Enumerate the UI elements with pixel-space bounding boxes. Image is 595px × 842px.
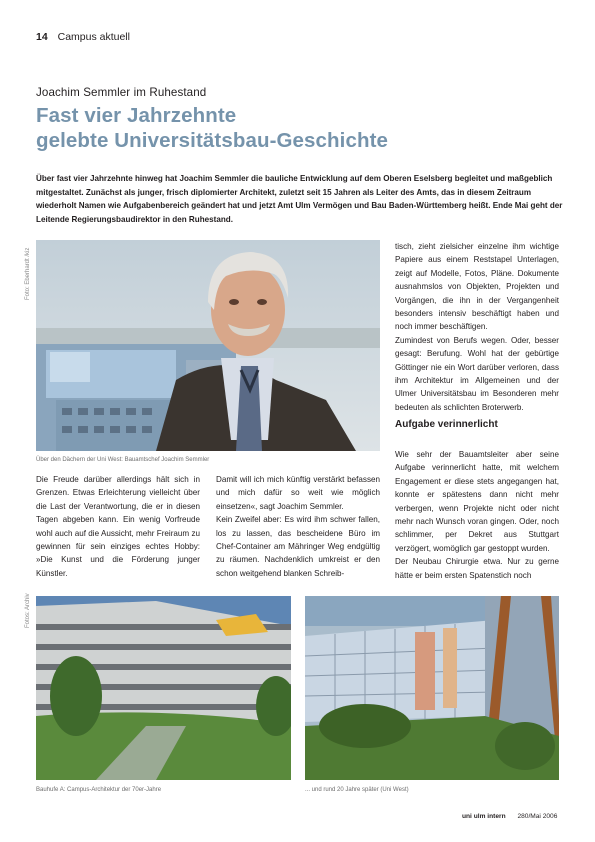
issue-number: 280/Mai 2006: [517, 813, 558, 820]
page-header: [36, 31, 130, 43]
paragraph: tisch, zieht zielsicher einzelne ihm wichtige Papiere aus einem Reststapel Unterlagen, zeigt auf Modelle, Fotos, Pläne. Dokumente ausnahmslos von Objekten, Projekten und Vorgängen, die ihn in der Vergangenheit besonders intensiv beschäftigt haben und noch immer beschäftigen.: [395, 242, 559, 332]
paragraph: Die Freude darüber allerdings hält sich in Grenzen. Etwas Erleichterung vielleicht über die Last der Verantwortung, die er in diesen Tagen abgeben kann. Ein wenig Vorfreude wohl auch auf die Aussicht, mehr Freiraum zu gewinnen für sein einziges echtes Hobby: »Die Kunst und die Förderung junger Künstler.: [36, 475, 200, 578]
campus-70s-photo: [36, 596, 291, 780]
article-headline: [36, 103, 556, 153]
portrait-illustration: [36, 240, 380, 451]
text-column-1: [36, 473, 200, 580]
uni-west-photo: [305, 596, 559, 780]
uni-west-illustration: [305, 596, 559, 780]
section-subheading: Aufgabe verinnerlicht: [395, 419, 498, 430]
uni-west-caption: ... und rund 20 Jahre später (Uni West): [305, 787, 409, 793]
text-column-3: [395, 240, 559, 414]
page-number: 14: [36, 31, 48, 43]
text-column-2: [216, 473, 380, 580]
paragraph: Kein Zweifel aber: Es wird ihm schwer fallen, los zu lassen, das bescheidene Büro im Chef-Container am Mähringer Weg endgültig zu räumen. Nachdenklich umkreist er den schon weitgehend blanken Schreib-: [216, 515, 380, 578]
article-lead: Über fast vier Jahrzehnte hinweg hat Joachim Semmler die bauliche Entwicklung auf dem Oberen Eselsberg begleitet und maßgeblich mitgestaltet. Zunächst als junger, frisch diplomierter Architekt, zuletzt seit 15 Jahren als Leiter des Amts, das in diesem Zeitraum wiederholt Namen wie Aufgabenbereich geändert hat und jetzt Amt Ulm Vermögen und Bau Baden-Württemberg heißt. Ende Mai geht der Leitende Regierungsbaudirektor in den Ruhestand.: [36, 174, 563, 225]
paragraph: Zumindest von Berufs wegen. Oder, besser gesagt: Berufung. Wohl hat der gebürtige Göttinger nie ein Wort darüber verloren, dass ihm Architektur im Allgemeinen und der Ulmer Universitätsbau im Besonderen mehr bedeuten als schlichten Broterwerb.: [395, 335, 559, 412]
photo-credit-bottom: Fotos: Archiv: [25, 593, 31, 628]
article-kicker: Joachim Semmler im Ruhestand: [36, 86, 207, 99]
portrait-caption: Über den Dächern der Uni West: Bauamtschef Joachim Semmler: [36, 457, 210, 463]
photo-credit-main: Foto: Eberhardt /kiz: [25, 247, 31, 300]
section-title: Campus aktuell: [57, 31, 130, 43]
headline-line-2: gelebte Universitätsbau-Geschichte: [36, 129, 389, 152]
paragraph: Wie sehr der Bauamtsleiter aber seine Aufgabe verinnerlicht hatte, mit welchem Engagement er diese stets angegangen hat, konnte er spätestens dann nicht mehr verbergen, wenn Projekte nicht oder nicht mehr nach Wunsch voran gingen. Oder, noch schlimmer, per Dekret aus Stuttgart verzögert, womöglich gar gestoppt wurden.: [395, 450, 559, 553]
campus-70s-illustration: [36, 596, 291, 780]
page-footer: [462, 813, 557, 820]
paragraph: Der Neubau Chirurgie etwa. Nur zu gerne hätte er beim ersten Spatenstich noch: [395, 557, 559, 580]
paragraph: Damit will ich mich künftig verstärkt befassen und mich dafür so weit wie möglich einsetzen«, sagt Joachim Semmler.: [216, 475, 380, 511]
portrait-photo: [36, 240, 380, 451]
headline-line-1: Fast vier Jahrzehnte: [36, 104, 237, 127]
campus-70s-caption: Bauhufe A: Campus-Architektur der 70er-Jahre: [36, 787, 162, 793]
publication-name: uni ulm intern: [462, 813, 506, 820]
text-column-3-continued: [395, 448, 559, 582]
